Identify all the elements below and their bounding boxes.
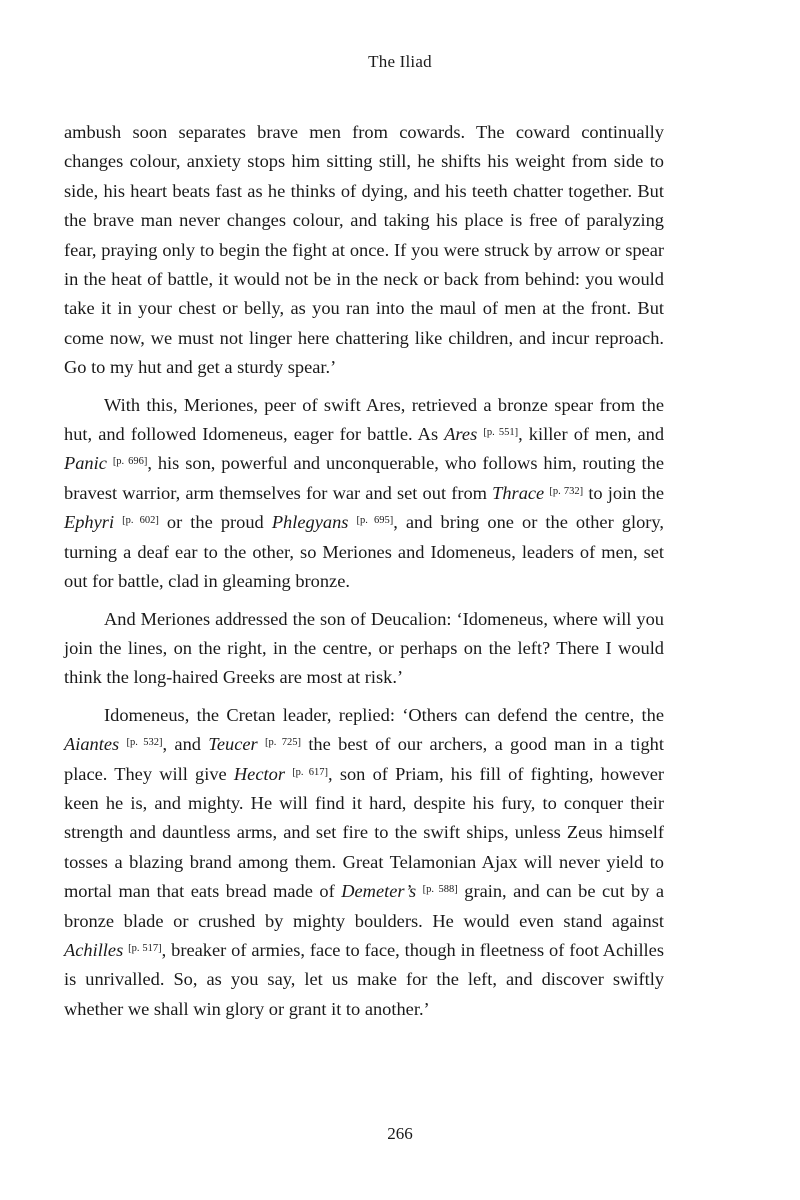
text-run: And Meriones addressed the son of Deucalion: ‘Idomeneus, where will you join the lines, on the right, in the centre, or perhaps on the left? There I would think the long-haired Greeks are most at risk.’: [64, 608, 664, 688]
glossary-name[interactable]: Ares: [444, 424, 478, 445]
text-run: or the proud: [158, 512, 272, 533]
glossary-name[interactable]: Ephyri: [64, 512, 115, 533]
paragraph: [64, 391, 664, 597]
text-run: With this, Meriones, peer of swift Ares, retrieved a bronze spear from the hut, and followed Idomeneus, eager for battle. As: [64, 394, 664, 445]
text-run: , killer of men, and: [518, 424, 665, 445]
text-run: , his son, powerful and unconquerable, who follows him, routing the bravest warrior, arm themselves for war and set out from: [64, 453, 664, 503]
text-run: Idomeneus, the Cretan leader, replied: ‘Others can defend the centre, the: [104, 704, 664, 725]
page-reference-link[interactable]: [p. 732]: [549, 485, 584, 497]
text-run: , breaker of armies, face to face, though in fleetness of foot Achilles is unrivalled. So, as you say, let us make for the left, and discover swiftly whether we shall win glory or grant it to another.’: [64, 939, 664, 1019]
page-reference-link[interactable]: [p. 517]: [128, 942, 162, 954]
page-reference-link[interactable]: [p. 696]: [112, 456, 148, 468]
page-number: 266: [387, 1124, 413, 1143]
glossary-name[interactable]: Achilles: [64, 939, 124, 960]
running-head: The Iliad: [368, 52, 432, 71]
text-run: grain, and can be cut by a bronze blade or crushed by mighty boulders. He would even stand against: [64, 881, 664, 931]
page-reference-link[interactable]: [p. 588]: [422, 884, 458, 896]
text-run: to join the: [583, 482, 664, 503]
page-reference-link[interactable]: [p. 602]: [122, 515, 159, 527]
page-reference-link[interactable]: [p. 532]: [126, 737, 163, 749]
glossary-name[interactable]: Demeter’s: [341, 881, 417, 902]
glossary-name[interactable]: Hector: [233, 763, 285, 784]
glossary-name[interactable]: Thrace: [492, 482, 545, 503]
text-run: the best of our archers, a good man in a tight place. They will give: [64, 734, 664, 784]
text-run: , and bring one or the other glory, turning a deaf ear to the other, so Meriones and Idomeneus, leaders of men, set out for battle, clad in gleaming bronze.: [64, 512, 664, 592]
glossary-name[interactable]: Aiantes: [64, 734, 120, 755]
text-run: , son of Priam, his fill of fighting, however keen he is, and mighty. He will find it hard, despite his fury, to conquer their strength and dauntless arms, and set fire to the swift ships, unless Zeus himself tosses a blazing brand among them. Great Telamonian Ajax will never yield to mortal man that eats bread made of: [64, 763, 664, 902]
page-reference-link[interactable]: [p. 725]: [265, 737, 301, 749]
paragraph: [64, 605, 664, 693]
text-run: ambush soon separates brave men from cowards. The coward continually changes colour, anxiety stops him sitting still, he shifts his weight from side to side, his heart beats fast as he thinks of dying, and his teeth chatter together. But the brave man never changes colour, and taking his place is free of paralyzing fear, praying only to begin the fight at once. If you were struck by arrow or spear in the heat of battle, it would not be in the neck or back from behind: you would take it in your chest or belly, as you ran into the maul of men at the front. But come now, we must not linger here chattering like children, and incur reproach. Go to my hut and get a sturdy spear.’: [64, 122, 664, 378]
page-reference-link[interactable]: [p. 695]: [356, 515, 394, 527]
paragraph: [64, 701, 664, 1024]
page-reference-link[interactable]: [p. 551]: [483, 427, 519, 439]
paragraph: [64, 118, 664, 383]
glossary-name[interactable]: Panic: [64, 453, 107, 474]
page-reference-link[interactable]: [p. 617]: [292, 766, 329, 778]
text-run: , and: [162, 734, 209, 755]
body-text: [64, 118, 664, 1024]
glossary-name[interactable]: Phlegyans: [271, 512, 349, 533]
glossary-name[interactable]: Teucer: [208, 734, 258, 755]
